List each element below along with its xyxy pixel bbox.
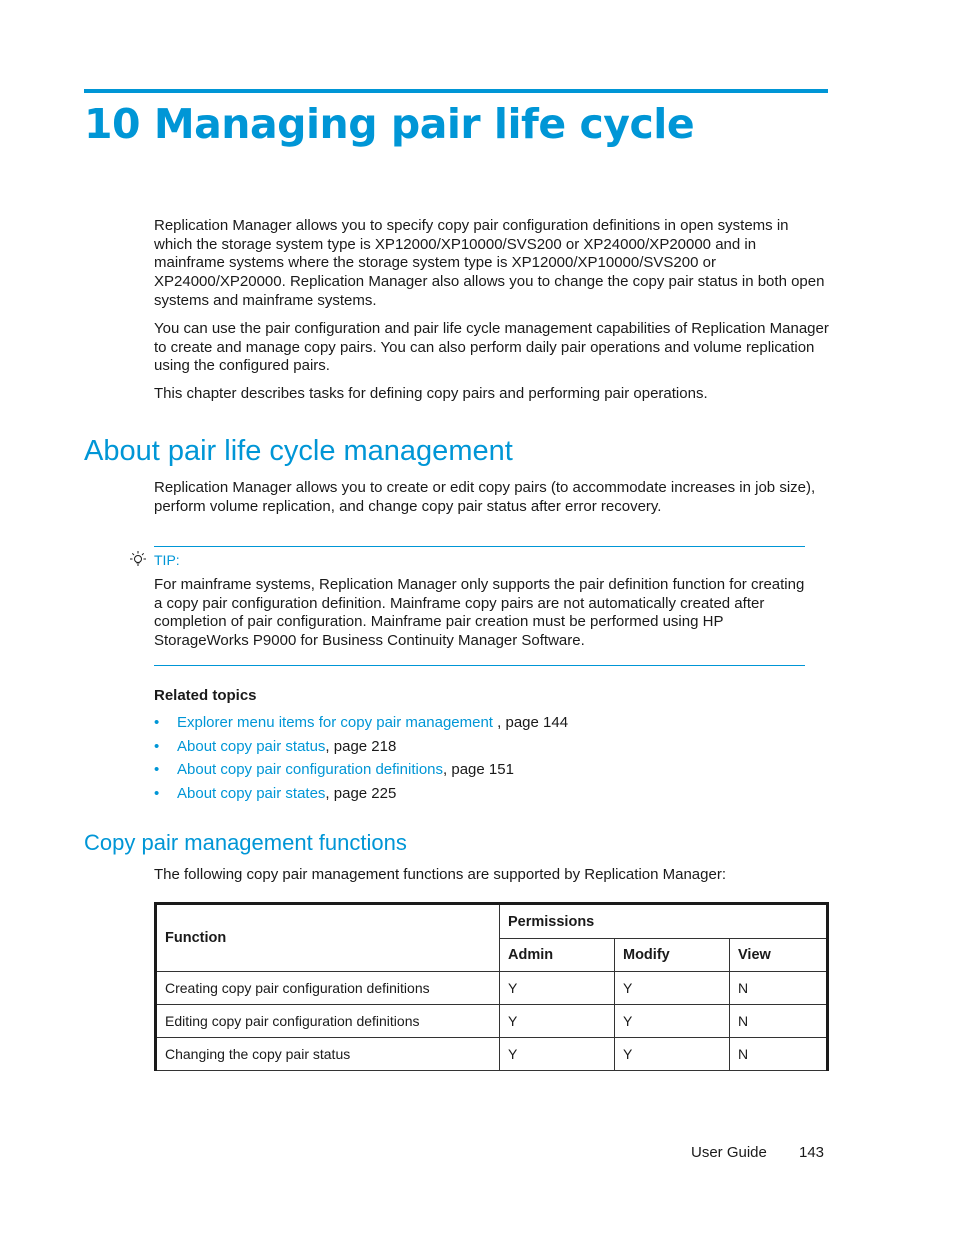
- related-topic-item: [154, 784, 568, 808]
- related-topics-title: Related topics: [154, 687, 257, 704]
- cell-function: Changing the copy pair status: [156, 1038, 500, 1071]
- cell-view: N: [730, 1005, 828, 1038]
- table-row: [156, 972, 828, 1005]
- cell-view: N: [730, 972, 828, 1005]
- intro-paragraph-1: Replication Manager allows you to specify copy pair configuration definitions in open systems in which the storage system type is XP12000/XP10000/SVS200 or XP24000/XP20000 and in mainframe systems where the storage system type is XP12000/XP10000/SVS200 or XP24000/XP20000. Replication Manager also allows you to change the copy pair status in both open systems and mainframe systems.: [154, 217, 825, 309]
- intro-paragraph-2: You can use the pair configuration and pair life cycle management capabilities of Replication Manager to create and manage copy pairs. You can also perform daily pair operations and volume replication using the configured pairs.: [154, 320, 829, 375]
- footer-guide-label: User Guide: [691, 1144, 767, 1161]
- cell-modify: Y: [615, 1005, 730, 1038]
- cell-admin: Y: [500, 1005, 615, 1038]
- related-topic-item: [154, 760, 568, 784]
- related-topic-item: [154, 713, 568, 737]
- related-topics-list: [154, 713, 568, 808]
- bullet: •: [154, 785, 160, 803]
- bullet: •: [154, 761, 160, 779]
- cell-modify: Y: [615, 1038, 730, 1071]
- section-heading-about: About pair life cycle management: [84, 435, 513, 467]
- table-row: [156, 1038, 828, 1071]
- tip-label: TIP:: [154, 552, 180, 568]
- cell-admin: Y: [500, 972, 615, 1005]
- chapter-title: 10 Managing pair life cycle: [84, 100, 695, 148]
- header-admin: Admin: [500, 939, 615, 972]
- cell-admin: Y: [500, 1038, 615, 1071]
- footer-page-number: 143: [799, 1144, 825, 1161]
- related-page-ref: , page 218: [325, 737, 397, 755]
- lightbulb-icon: [128, 550, 148, 570]
- chapter-top-rule: [84, 89, 828, 93]
- related-page-ref: , page 151: [443, 761, 514, 779]
- related-page-ref: , page 144: [492, 714, 569, 731]
- tip-top-rule: [154, 546, 805, 547]
- tip-text: For mainframe systems, Replication Manager only supports the pair definition function for creating a copy pair configuration definition. Mainframe copy pairs are not automatically created after completion of pair configuration. Mainframe pair creation must be performed using HP StorageWorks P9000 for Business Continuity Manager Software.: [154, 576, 805, 650]
- cell-function: Creating copy pair configuration definitions: [156, 972, 500, 1005]
- tip-bottom-rule: [154, 665, 805, 666]
- related-link-copy-pair-states[interactable]: About copy pair states: [177, 785, 326, 803]
- intro-paragraph-3: This chapter describes tasks for defining copy pairs and performing pair operations.: [154, 385, 708, 402]
- bullet: •: [154, 737, 160, 755]
- related-page-ref: , page 225: [325, 785, 397, 803]
- header-permissions: Permissions: [500, 904, 828, 939]
- cell-function: Editing copy pair configuration definitions: [156, 1005, 500, 1038]
- about-paragraph: Replication Manager allows you to create or edit copy pairs (to accommodate increases in job size), perform volume replication, and change copy pair status after error recovery.: [154, 479, 816, 515]
- related-link-copy-pair-status[interactable]: About copy pair status: [177, 737, 326, 755]
- bullet: •: [154, 714, 160, 731]
- permissions-table: [154, 902, 829, 1071]
- cell-view: N: [730, 1038, 828, 1071]
- functions-intro: The following copy pair management functions are supported by Replication Manager:: [154, 866, 726, 883]
- cell-modify: Y: [615, 972, 730, 1005]
- related-topic-item: [154, 737, 568, 761]
- header-view: View: [730, 939, 828, 972]
- header-modify: Modify: [615, 939, 730, 972]
- table-row: [156, 1005, 828, 1038]
- related-link-explorer-menu[interactable]: Explorer menu items for copy pair management: [177, 714, 493, 731]
- related-link-config-definitions[interactable]: About copy pair configuration definitions: [177, 761, 444, 779]
- header-function: Function: [156, 904, 500, 972]
- section-heading-functions: Copy pair management functions: [84, 830, 407, 855]
